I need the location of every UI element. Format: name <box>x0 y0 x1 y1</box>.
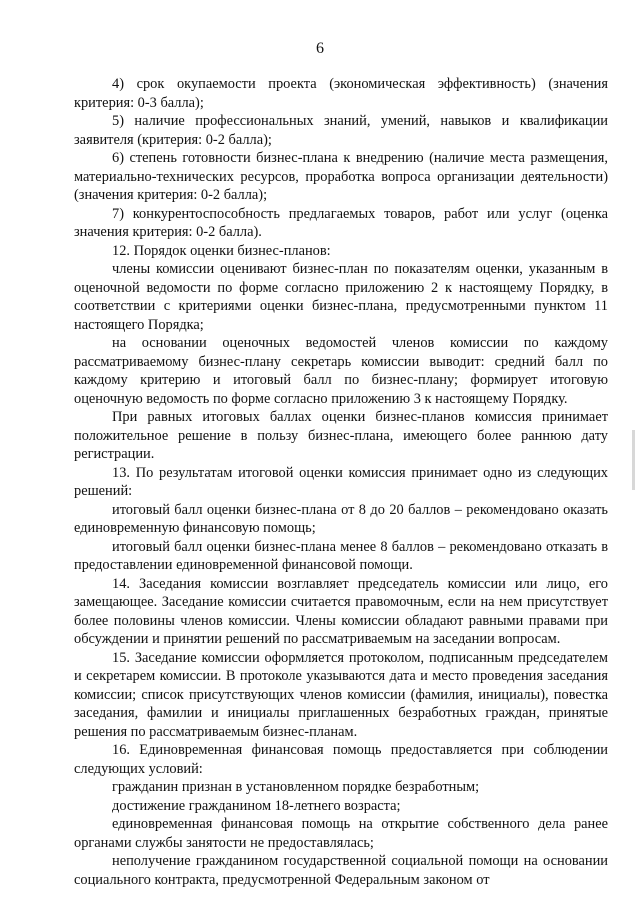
paragraph-section-16-condition-4: неполучение гражданином государственной социальной помощи на основании социального контракта, предусмотренной Федеральным законом от <box>74 853 608 888</box>
paragraph-section-12-item-1: члены комиссии оценивают бизнес-план по показателям оценки, указанным в оценочной ведомости по форме согласно приложению 2 к настоящему Порядку, в соответствии с критериями оценки бизнес-плана, предусмотренными пунктом 11 настоящего Порядка; <box>74 261 608 333</box>
paragraph-section-15: 15. Заседание комиссии оформляется протоколом, подписанным председателем и секретарем комиссии. В протоколе указываются дата и место проведения заседания комиссии; список присутствующих членов комиссии (фамилия, инициалы), повестка заседания, фамилии и инициалы приглашенных безработных граждан, принятые решения по рассматриваемым бизнес-планам. <box>74 649 608 740</box>
paragraph-section-12-item-2: на основании оценочных ведомостей членов комиссии по каждому рассматриваемому бизнес-плану секретарь комиссии выводит: средний балл по каждому критерию и итоговый балл по бизнес-плану; формирует итоговую оценочную ведомость по форме согласно приложению 3 к настоящему Порядку. <box>74 335 608 407</box>
paragraph-section-13-item-2: итоговый балл оценки бизнес-плана менее 8 баллов – рекомендовано отказать в предоставлении единовременной финансовой помощи. <box>74 538 608 573</box>
paragraph-section-16-condition-2: достижение гражданином 18-летнего возраста; <box>112 797 401 814</box>
document-body <box>74 75 608 889</box>
paragraph-section-13-heading: 13. По результатам итоговой оценки комиссия принимает одно из следующих решений: <box>74 464 608 499</box>
paragraph-section-16-heading: 16. Единовременная финансовая помощь предоставляется при соблюдении следующих условий: <box>74 742 608 777</box>
paragraph-criterion-4: 4) срок окупаемости проекта (экономическая эффективность) (значения критерия: 0-3 балла); <box>74 76 608 111</box>
paragraph-section-12-tie-rule: При равных итоговых баллах оценки бизнес-планов комиссия принимает положительное решение в пользу бизнес-плана, имеющего более раннюю дату регистрации. <box>74 409 608 462</box>
paragraph-section-14: 14. Заседания комиссии возглавляет председатель комиссии или лицо, его замещающее. Заседание комиссии считается правомочным, если на нем присутствует более половины членов комиссии. Члены комиссии обладают равными правами при обсуждении и принятии решений по рассматриваемым на заседании вопросам. <box>74 575 608 647</box>
paragraph-section-12-heading: 12. Порядок оценки бизнес-планов: <box>112 242 331 259</box>
paragraph-section-16-condition-3: единовременная финансовая помощь на открытие собственного дела ранее органами службы занятости не предоставлялась; <box>74 816 608 851</box>
paragraph-criterion-6: 6) степень готовности бизнес-плана к внедрению (наличие места размещения, материально-технических ресурсов, проработка вопроса организации деятельности) (значения критерия: 0-2 балла); <box>74 150 608 203</box>
paragraph-section-16-condition-1: гражданин признан в установленном порядке безработным; <box>112 779 480 795</box>
paragraph-criterion-5: 5) наличие профессиональных знаний, умений, навыков и квалификации заявителя (критерия: 0-2 балла); <box>74 113 608 148</box>
page-number: 6 <box>316 40 324 57</box>
scan-edge-mark <box>632 430 635 490</box>
paragraph-section-13-item-1: итоговый балл оценки бизнес-плана от 8 до 20 баллов – рекомендовано оказать единовременную финансовую помощь; <box>74 501 608 536</box>
paragraph-criterion-7: 7) конкурентоспособность предлагаемых товаров, работ или услуг (оценка значения критерия: 0-2 балла). <box>74 205 608 240</box>
